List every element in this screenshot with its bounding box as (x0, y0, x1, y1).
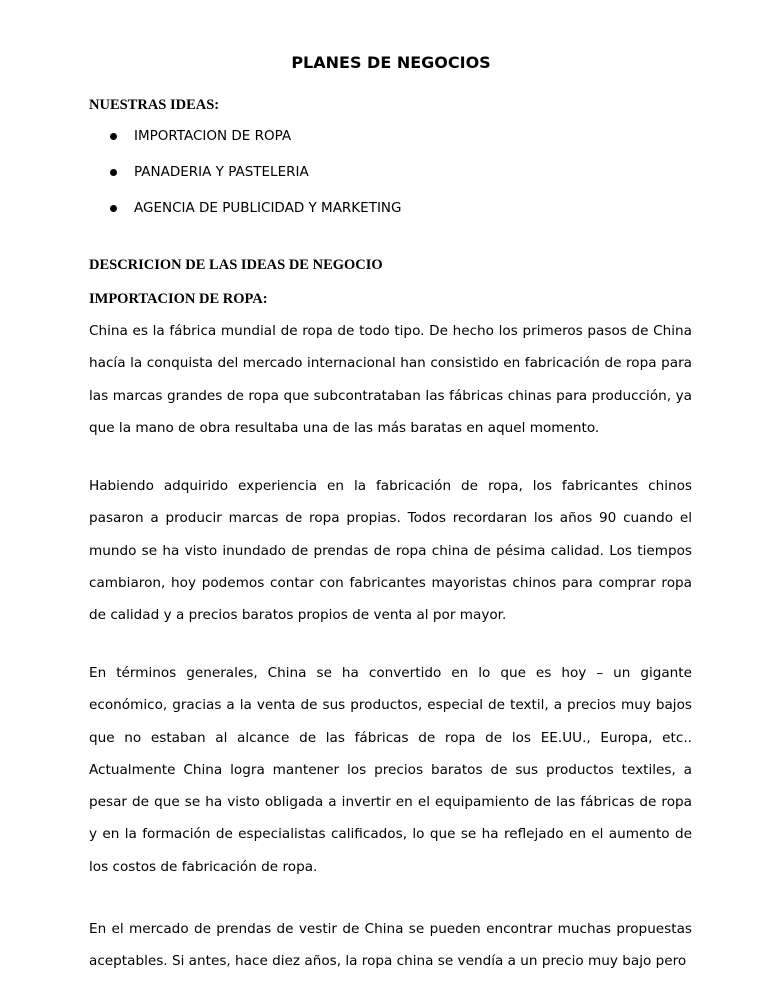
paragraph: En el mercado de prendas de vestir de China se pueden encontrar muchas propuestas aceptables. Si antes, hace diez años, la ropa china se vendía a un precio muy bajo pero (89, 921, 692, 970)
paragraph: En términos generales, China se ha convertido en lo que es hoy – un gigante económico, gracias a la venta de sus productos, especial de textil, a precios muy bajos que no estaban al alcance de las fábricas de ropa de los EE.UU., Europa, etc.. Actualmente China logra mantener los precios baratos de sus productos textiles, a pesar de que se ha visto obligada a invertir en el equipamiento de las fábricas de ropa y en la formación de especialistas calificados, lo que se ha reflejado en el aumento de los costos de fabricación de ropa. (89, 665, 692, 875)
bullet-icon (110, 205, 117, 212)
ideas-heading: NUESTRAS IDEAS: (89, 97, 220, 113)
list-item-text: IMPORTACION DE ROPA (134, 128, 292, 144)
section-heading: IMPORTACION DE ROPA: (89, 291, 268, 307)
paragraph: China es la fábrica mundial de ropa de todo tipo. De hecho los primeros pasos de China hacía la conquista del mercado internacional han consistido en fabricación de ropa para las marcas grandes de ropa que subcontrataban las fábricas chinas para producción, ya que la mano de obra resultaba una de las más baratas en aquel momento. (89, 323, 692, 436)
description-heading: DESCRICION DE LAS IDEAS DE NEGOCIO (89, 257, 383, 273)
paragraph: Habiendo adquirido experiencia en la fabricación de ropa, los fabricantes chinos pasaron a producir marcas de ropa propias. Todos recordaran los años 90 cuando el mundo se ha visto inundado de prendas de ropa china de pésima calidad. Los tiempos cambiaron, hoy podemos contar con fabricantes mayoristas chinos para comprar ropa de calidad y a precios baratos propios de venta al por mayor. (89, 478, 692, 624)
list-item-text: PANADERIA Y PASTELERIA (134, 164, 309, 180)
list-item-text: AGENCIA DE PUBLICIDAD Y MARKETING (134, 200, 402, 216)
bullet-icon (110, 133, 117, 140)
document-title: PLANES DE NEGOCIOS (291, 53, 491, 72)
bullet-icon (110, 169, 117, 176)
